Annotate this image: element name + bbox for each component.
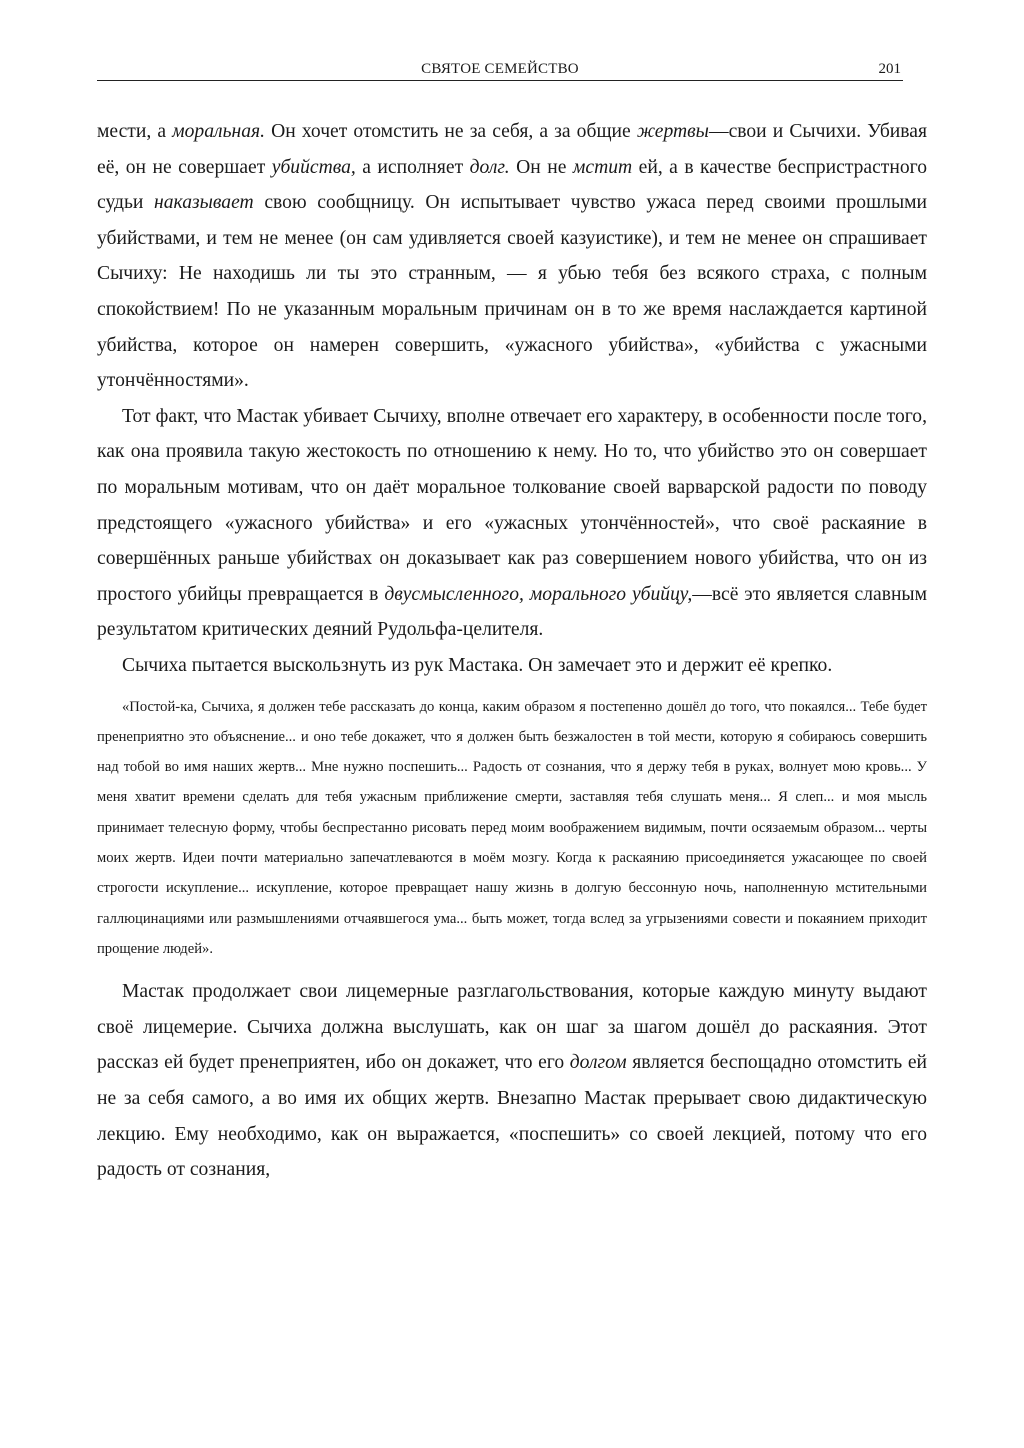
emphasis: мстит	[572, 156, 633, 178]
emphasis: долгом	[569, 1052, 627, 1074]
text-run: Тот факт, что Мастак убивает Сычиху, вполне отвечает его характеру, в особенности после того, как она проявила такую жестокость по отношению к нему. Но то, что убийство это он совершает по моральным мотивам, что он даёт моральное толкование своей варварской радости по поводу предстоящего «ужасного убийства» и его «ужасных утончённостей», что своё раскаяние в совершённых раньше убийствах он доказывает как раз совершением нового убийства, что он из простого убийцы превращается в	[97, 405, 927, 605]
emphasis: долг.	[469, 156, 510, 178]
paragraph-2	[97, 399, 927, 648]
page-number: 201	[878, 61, 901, 77]
paragraph-3: Сычиха пытается выскользнуть из рук Мастака. Он замечает это и держит её крепко.	[122, 654, 833, 676]
text-run: —всё это является славным результатом критических деяний Рудольфа-целителя.	[97, 583, 927, 641]
block-quote: «Постой-ка, Сычиха, я должен тебе рассказать до конца, каким образом я постепенно дошёл до того, что покаялся... Тебе будет пренеприятно это объяснение... и оно тебе докажет, что я должен быть безжалостен в той мести, которую я собираюсь совершить над тобой во имя наших жертв... Мне нужно поспешить... Радость от сознания, что я держу тебя в руках, волнует мою кровь... У меня хватит времени сделать для тебя ужасным приближение смерти, заставляя тебя слушать меня... Я слеп... и моя мысль принимает телесную форму, чтобы беспрестанно рисовать перед моим воображением видимым, почти осязаемым образом... черты моих жертв. Идеи почти материально запечатлеваются в моём мозгу. Когда к раскаянию присоединяется ужасающее по своей строгости искупление... искупление, которое превращает нашу жизнь в долгую бессонную ночь, наполненную мстительными галлюцинациями или размышлениями отчаявшегося ума... быть может, тогда вслед за угрызениями совести и покаянием приходит прощение людей».	[97, 698, 927, 957]
text-run: Он не	[509, 156, 573, 178]
text-run: Мастак продолжает свои лицемерные разглагольствования, которые каждую минуту выдают своё лицемерие. Сычиха должна выслушать, как он шаг за шагом дошёл до раскаяния. Этот рассказ ей будет пренеприятен, ибо он докажет, что его	[97, 981, 927, 1074]
text-run: является беспощадно отомстить ей не за себя самого, а во имя их общих жертв. Внезапно Мастак прерывает свою дидактическую лекцию. Ему необходимо, как он выражается, «поспешить» со своей лекцией, потому что его радость от сознания,	[97, 1052, 928, 1181]
text-run: —свои и Сычихи. Убивая её, он не совершает	[97, 121, 927, 178]
paragraph-1	[97, 114, 927, 399]
emphasis: двусмысленного, морального убийцу,	[384, 583, 693, 605]
emphasis: убийства,	[271, 156, 356, 178]
running-title: СВЯТОЕ СЕМЕЙСТВО	[421, 61, 579, 77]
text-run: свою сообщницу. Он испытывает чувство ужаса перед своими прошлыми убийствами, и тем не менее (он сам удивляется своей казуистике), и тем не менее он спрашивает Сычиху: Не находишь ли ты это странным, — я убью тебя без всякого страха, с полным спокойствием! По не указанным моральным причинам он в то же время наслаждается картиной убийства, которое он намерен совершить, «ужасного убийства», «убийства с ужасными утончённостями».	[97, 192, 928, 392]
text-run: Он хочет отомстить не за себя, а за общие	[265, 121, 637, 142]
emphasis: жертвы	[636, 121, 709, 142]
paragraph-4	[97, 974, 927, 1188]
running-header	[97, 60, 903, 81]
text-run: ей, а в качестве беспристрастного судьи	[97, 156, 927, 214]
page-body	[97, 114, 927, 1188]
emphasis: моральная.	[172, 121, 266, 142]
text-run: а исполняет	[355, 156, 470, 178]
text-run: мести, а	[97, 121, 173, 142]
emphasis: наказывает	[154, 192, 254, 214]
